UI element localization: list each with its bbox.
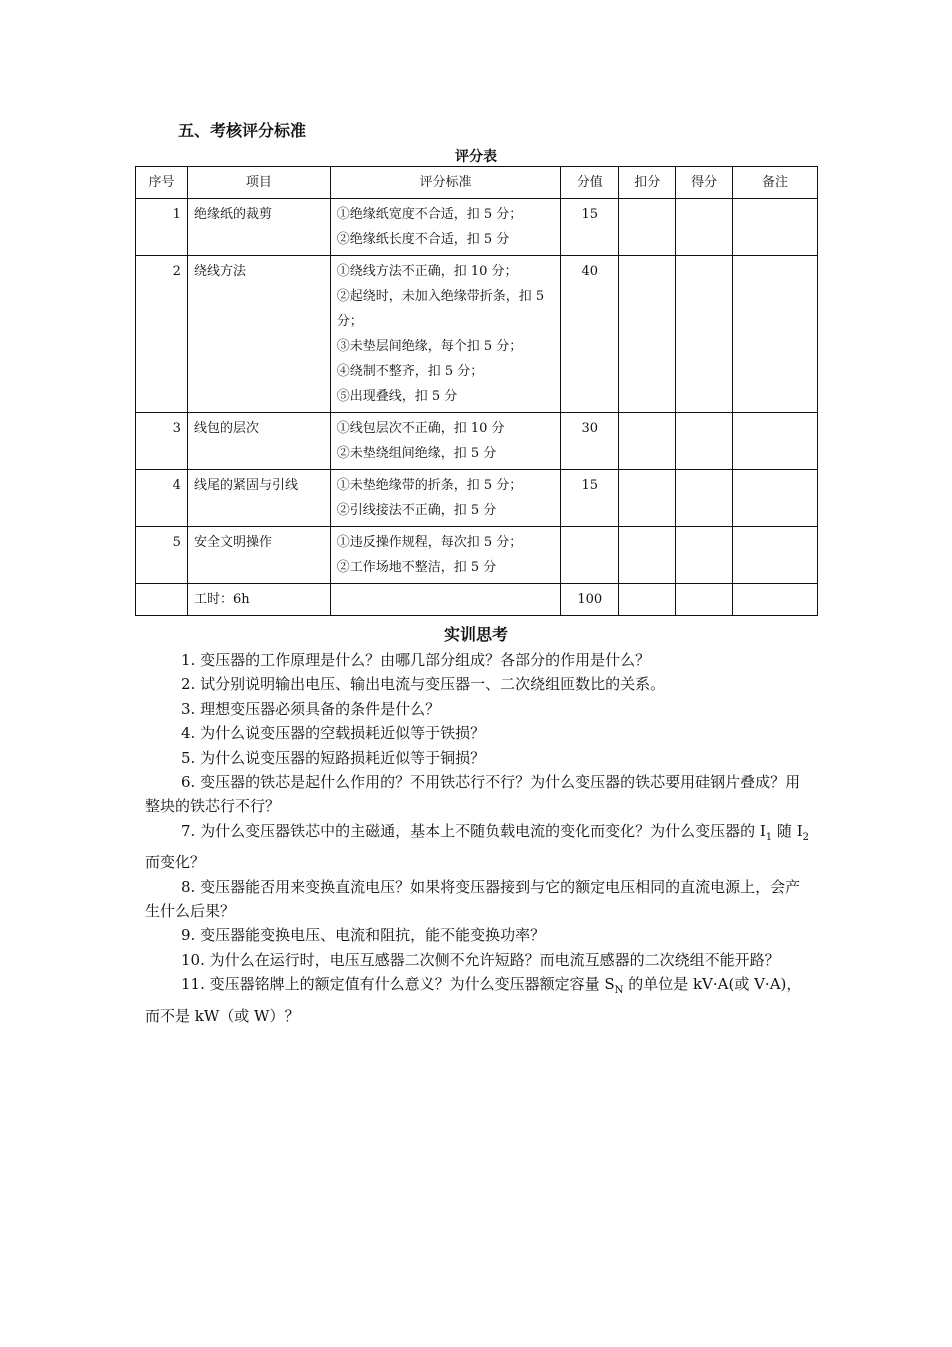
criteria-line: ①未垫绝缘带的折条，扣 5 分； — [336, 478, 523, 493]
row-score: 15 — [561, 199, 619, 256]
criteria-line: ①绝缘纸宽度不合适，扣 5 分； — [336, 207, 523, 222]
footer-deduction-cell — [619, 584, 676, 616]
row-remarks-cell — [733, 256, 818, 413]
criteria-line: ④绕制不整齐，扣 5 分； — [336, 364, 484, 379]
row-item: 安全文明操作 — [187, 527, 330, 584]
question-item: 8. 变压器能否用来变换直流电压？如果将变压器接到与它的额定电压相同的直流电源上，会产生什么后果？ — [145, 877, 801, 921]
row-remarks-cell — [733, 470, 818, 527]
question-text: 随 I — [772, 821, 803, 840]
table-header-row — [136, 167, 818, 199]
row-no: 3 — [136, 413, 188, 470]
row-score: 40 — [561, 256, 619, 413]
row-no: 5 — [136, 527, 188, 584]
question-item: 5. 为什么说变压器的短路损耗近似等于铜损？ — [181, 748, 486, 767]
criteria-line: ⑤出现叠线，扣 5 分 — [336, 389, 458, 404]
table-row — [136, 413, 818, 470]
criteria-line: ③未垫层间绝缘，每个扣 5 分； — [336, 339, 523, 354]
row-score — [561, 527, 619, 584]
row-item: 绕线方法 — [187, 256, 330, 413]
row-remarks-cell — [733, 199, 818, 256]
thinking-title: 实训思考 — [443, 625, 508, 644]
question-item: 4. 为什么说变压器的空载损耗近似等于铁损？ — [181, 724, 486, 743]
criteria-line: ①违反操作规程，每次扣 5 分； — [336, 535, 523, 550]
header-criteria: 评分标准 — [330, 167, 561, 199]
footer-criteria — [330, 584, 561, 616]
criteria-line: ②工作场地不整洁，扣 5 分 — [336, 560, 497, 575]
question-item — [145, 972, 813, 1028]
table-row — [136, 470, 818, 527]
footer-no — [136, 584, 188, 616]
row-deduction-cell — [619, 413, 676, 470]
header-item: 项目 — [187, 167, 330, 199]
row-score: 30 — [561, 413, 619, 470]
criteria-line: ②未垫绕组间绝缘，扣 5 分 — [336, 446, 497, 461]
row-earned-cell — [676, 199, 733, 256]
criteria-line: ①绕线方法不正确，扣 10 分； — [336, 264, 518, 279]
row-criteria — [330, 527, 561, 584]
question-item: 9. 变压器能变换电压、电流和阻抗，能不能变换功率？ — [181, 926, 546, 945]
row-earned-cell — [676, 527, 733, 584]
row-deduction-cell — [619, 256, 676, 413]
row-remarks-cell — [733, 527, 818, 584]
header-deduction: 扣分 — [619, 167, 676, 199]
subscript: N — [614, 985, 624, 997]
question-item: 6. 变压器的铁芯是起什么作用的？不用铁芯行不行？为什么变压器的铁芯要用硅钢片叠成？用整块的铁芯行不行？ — [145, 773, 801, 816]
question-item: 2. 试分别说明输出电压、输出电流与变压器一、二次绕组匝数比的关系。 — [181, 675, 666, 694]
footer-remarks-cell — [733, 584, 818, 616]
row-deduction-cell — [619, 199, 676, 256]
criteria-line: ②绝缘纸长度不合适，扣 5 分 — [336, 232, 510, 247]
header-no: 序号 — [136, 167, 188, 199]
footer-total-score: 100 — [561, 584, 619, 616]
row-earned-cell — [676, 470, 733, 527]
section-title: 五、考核评分标准 — [178, 121, 307, 140]
header-remarks: 备注 — [733, 167, 818, 199]
table-row — [136, 256, 818, 413]
row-deduction-cell — [619, 470, 676, 527]
subscript: 2 — [802, 831, 809, 843]
row-score: 15 — [561, 470, 619, 527]
footer-earned-cell — [676, 584, 733, 616]
row-item: 绝缘纸的裁剪 — [187, 199, 330, 256]
question-text: 7. 为什么变压器铁芯中的主磁通，基本上不随负载电流的变化而变化？为什么变压器的 I — [181, 821, 766, 840]
row-no: 1 — [136, 199, 188, 256]
row-item: 线尾的紧固与引线 — [187, 470, 330, 527]
footer-work-hours: 工时：6h — [187, 584, 330, 616]
score-table — [135, 166, 818, 616]
criteria-line: ①线包层次不正确，扣 10 分 — [336, 421, 505, 436]
question-text: 11. 变压器铭牌上的额定值有什么意义？为什么变压器额定容量 S — [181, 975, 615, 994]
row-earned-cell — [676, 413, 733, 470]
row-remarks-cell — [733, 413, 818, 470]
table-footer-row — [136, 584, 818, 616]
row-item: 线包的层次 — [187, 413, 330, 470]
row-criteria — [330, 199, 561, 256]
row-criteria — [330, 470, 561, 527]
question-list — [145, 648, 813, 1028]
table-row — [136, 199, 818, 256]
row-criteria — [330, 413, 561, 470]
table-row — [136, 527, 818, 584]
row-deduction-cell — [619, 527, 676, 584]
row-no: 4 — [136, 470, 188, 527]
question-item: 1. 变压器的工作原理是什么？由哪几部分组成？各部分的作用是什么？ — [181, 651, 651, 669]
question-text: 的单位是 kV·A(或 V·A)，而不是 kW（或 W）？ — [145, 975, 802, 1025]
criteria-line: ②起绕时，未加入绝缘带折条，扣 5 分； — [336, 289, 545, 329]
question-item: 3. 理想变压器必须具备的条件是什么？ — [181, 699, 441, 718]
row-earned-cell — [676, 256, 733, 413]
row-criteria — [330, 256, 561, 413]
criteria-line: ②引线接法不正确，扣 5 分 — [336, 503, 497, 518]
question-text: 而变化？ — [145, 853, 206, 872]
question-item — [145, 819, 813, 875]
header-earned: 得分 — [676, 167, 733, 199]
row-no: 2 — [136, 256, 188, 413]
subscript: 1 — [765, 831, 773, 843]
header-score: 分值 — [561, 167, 619, 199]
table-caption: 评分表 — [455, 149, 497, 165]
question-item: 10. 为什么在运行时，电压互感器二次侧不允许短路？而电流互感器的二次绕组不能开路？ — [181, 950, 780, 969]
